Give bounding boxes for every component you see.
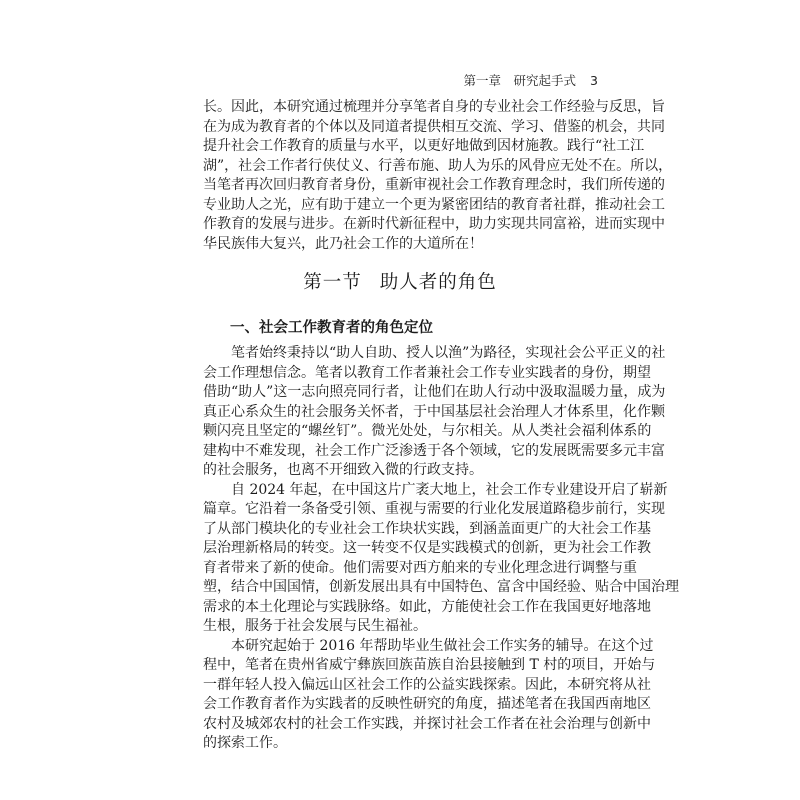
paragraph1-line: 长。因此，本研究通过梳理并分享笔者自身的专业社会工作经验与反思，旨	[203, 99, 665, 115]
paragraph1-line: 作教育的发展与进步。在新时代新征程中，助力实现共同富裕，进而实现中	[203, 216, 665, 232]
paragraph2-line: 借助“助人”这一志向照亮同行者，让他们在助人行动中汲取温暖力量，成为	[203, 384, 666, 400]
section-number: 第一节	[303, 272, 362, 293]
paragraph2-line: 会工作理想信念。笔者以教育工作者兼社会工作专业实践者的身份，期望	[203, 364, 651, 381]
paragraph4-line: 会工作教育者作为实践者的反映性研究的角度，描述笔者在我国西南地区	[203, 696, 651, 712]
paragraph2-line: 颗闪亮且坚定的“螺丝钉”。微光处处，与尔相关。从人类社会福利体系的	[203, 423, 652, 439]
paragraph-1	[203, 98, 673, 254]
paragraph3-line: 塑，结合中国国情，创新发展出具有中国特色、富含中国经验、贴合中国治理	[203, 579, 679, 595]
paragraph2-line: 建构中不难发现，社会工作广泛渗透于各个领域，它的发展既需要多元丰富	[203, 442, 665, 459]
paragraph3-line: 篇章。它沿着一条备受引领、重视与需要的行业化发展道路稳步前行，实现	[203, 501, 665, 517]
section-heading	[0, 268, 800, 294]
paragraph2-line: 的社会服务，也离不开细致入微的行政支持。	[203, 462, 483, 478]
paragraph4-line: 一群年轻人投入偏远山区社会工作的公益实践探索。因此，本研究将从社	[203, 676, 651, 693]
paragraph3-line: 了从部门模块化的专业社会工作块状实践，到涵盖面更广的大社会工作基	[203, 520, 651, 537]
paragraph1-line: 提升社会工作教育的质量与水平，以更好地做到因材施教。践行“社工江	[203, 138, 645, 154]
paragraph1-line: 湖”，社会工作者行侠仗义、行善布施、助人为乐的风骨应无处不在。所以，	[203, 157, 673, 174]
running-header	[464, 71, 598, 89]
paragraph1-line: 华民族伟大复兴，此乃社会工作的大道所在！	[203, 235, 483, 252]
subheading: 一、社会工作教育者的角色定位	[230, 320, 433, 336]
paragraph2-line: 笔者始终秉持以“助人自助、授人以渔”为路径，实现社会公平正义的社	[231, 345, 666, 361]
paragraph1-line: 在为成为教育者的个体以及同道者提供相互交流、学习、借鉴的机会，共同	[203, 118, 665, 135]
paragraph3-line: 自 2024 年起，在中国这片广袤大地上，社会工作专业建设开启了崭新	[231, 481, 668, 498]
paragraph4-line: 农村及城郊农村的社会工作实践，并探讨社会工作者在社会治理与创新中	[203, 715, 651, 732]
paragraph3-line: 生根，服务于社会发展与民生福祉。	[203, 618, 427, 634]
paragraph4-line: 本研究起始于 2016 年帮助毕业生做社会工作实务的辅导。在这个过	[231, 637, 654, 654]
section-title: 助人者的角色	[379, 272, 497, 293]
paragraph3-line: 育者带来了新的使命。他们需要对西方舶来的专业化理念进行调整与重	[203, 559, 637, 576]
paragraph4-line: 的探索工作。	[203, 735, 287, 751]
paragraph1-line: 专业助人之光，应有助于建立一个更为紧密团结的教育者社群，推动社会工	[203, 196, 665, 213]
paragraph3-line: 需求的本土化理论与实践脉络。如此，方能使社会工作在我国更好地落地	[203, 598, 651, 615]
body-text	[203, 344, 679, 754]
chapter-title: 第一章 研究起手式	[463, 73, 577, 88]
paragraph3-line: 层治理新格局的转变。这一转变不仅是实践模式的创新，更为社会工作教	[203, 540, 651, 556]
page-number: 3	[590, 73, 598, 88]
paragraph4-line: 程中，笔者在贵州省威宁彝族回族苗族自治县接触到 T 村的项目，开始与	[203, 657, 656, 673]
paragraph1-line: 当笔者再次回归教育者身份，重新审视社会工作教育理念时，我们所传递的	[203, 177, 665, 193]
paragraph2-line: 真正心系众生的社会服务关怀者，于中国基层社会治理人才体系里，化作颗	[203, 403, 665, 420]
